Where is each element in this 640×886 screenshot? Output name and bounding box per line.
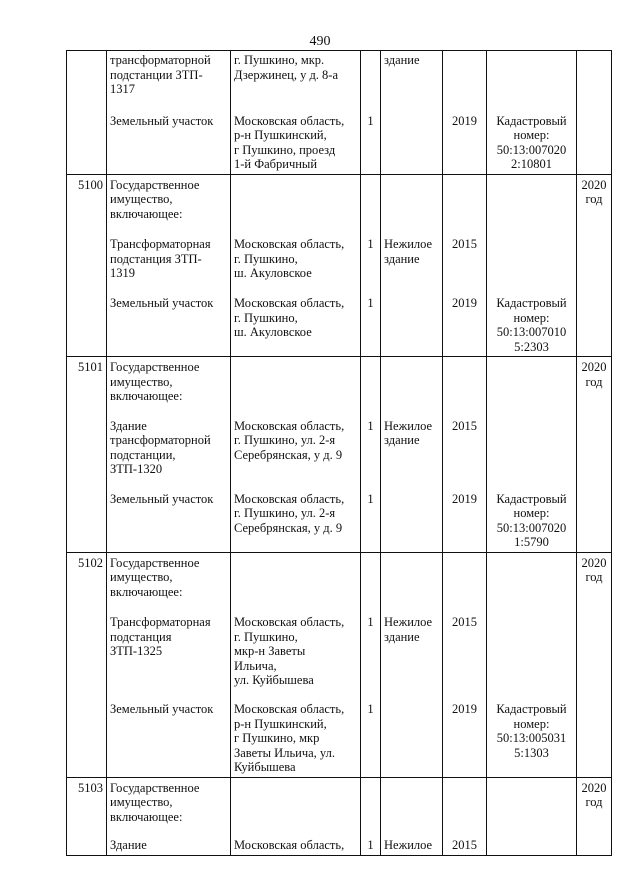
item-period (577, 234, 612, 293)
table-row (67, 51, 612, 111)
item-quantity (361, 777, 381, 835)
item-quantity: 1 (361, 699, 381, 777)
item-note: Кадастровый номер: 50:13:007020 2:10801 (487, 111, 577, 175)
item-name: Государственное имущество, включающее: (107, 552, 231, 612)
row-number (67, 111, 107, 175)
item-quantity: 1 (361, 612, 381, 699)
item-period (577, 111, 612, 175)
item-address: Московская область, г. Пушкино, ш. Акуловское (231, 234, 361, 293)
item-quantity (361, 552, 381, 612)
item-quantity (361, 51, 381, 111)
item-quantity: 1 (361, 234, 381, 293)
table-row (67, 612, 612, 699)
item-kind (381, 293, 443, 357)
row-number: 5100 (67, 174, 107, 234)
item-address (231, 174, 361, 234)
item-note (487, 234, 577, 293)
row-number (67, 416, 107, 489)
item-note (487, 777, 577, 835)
item-address: г. Пушкино, мкр. Дзержинец, у д. 8-а (231, 51, 361, 111)
item-quantity: 1 (361, 416, 381, 489)
item-note (487, 357, 577, 416)
item-address (231, 777, 361, 835)
item-year: 2019 (443, 489, 487, 553)
item-quantity: 1 (361, 835, 381, 855)
item-address (231, 357, 361, 416)
item-kind (381, 777, 443, 835)
table-row (67, 489, 612, 553)
row-number (67, 293, 107, 357)
row-number: 5102 (67, 552, 107, 612)
item-year: 2015 (443, 835, 487, 855)
item-period (577, 293, 612, 357)
item-name: Государственное имущество, включающее: (107, 777, 231, 835)
table-row (67, 234, 612, 293)
item-address: Московская область, г. Пушкино, ул. 2-я Серебрянская, у д. 9 (231, 489, 361, 553)
item-kind (381, 111, 443, 175)
item-quantity: 1 (361, 111, 381, 175)
item-period: 2020 год (577, 552, 612, 612)
item-kind (381, 357, 443, 416)
table-row (67, 111, 612, 175)
property-register-table (66, 50, 612, 856)
item-address: Московская область, г. Пушкино, мкр-н Заветы Ильича, ул. Куйбышева (231, 612, 361, 699)
item-quantity (361, 357, 381, 416)
item-name: трансформаторной подстанции ЗТП- 1317 (107, 51, 231, 111)
item-period (577, 699, 612, 777)
table-row (67, 699, 612, 777)
page-number: 490 (309, 34, 331, 49)
group-row (67, 777, 612, 835)
group-row (67, 174, 612, 234)
item-period (577, 835, 612, 855)
item-period (577, 416, 612, 489)
item-kind (381, 552, 443, 612)
item-quantity (361, 174, 381, 234)
group-row (67, 357, 612, 416)
item-name: Трансформаторная подстанция ЗТП-1325 (107, 612, 231, 699)
item-year: 2015 (443, 234, 487, 293)
item-note (487, 174, 577, 234)
group-row (67, 552, 612, 612)
item-year: 2019 (443, 111, 487, 175)
item-year (443, 174, 487, 234)
item-note (487, 612, 577, 699)
item-period (577, 612, 612, 699)
item-period: 2020 год (577, 174, 612, 234)
row-number (67, 699, 107, 777)
item-address: Московская область, г. Пушкино, ул. 2-я Серебрянская, у д. 9 (231, 416, 361, 489)
item-address: Московская область, р-н Пушкинский, г Пушкино, проезд 1-й Фабричный (231, 111, 361, 175)
item-kind: Нежилое здание (381, 612, 443, 699)
item-address: Московская область, р-н Пушкинский, г Пушкино, мкр Заветы Ильича, ул. Куйбышева (231, 699, 361, 777)
item-address: Московская область, г. Пушкино, ш. Акуловское (231, 293, 361, 357)
item-name: Земельный участок (107, 699, 231, 777)
table-row (67, 416, 612, 489)
item-quantity: 1 (361, 489, 381, 553)
item-name: Земельный участок (107, 111, 231, 175)
item-note: Кадастровый номер: 50:13:005031 5:1303 (487, 699, 577, 777)
item-period (577, 51, 612, 111)
item-year (443, 552, 487, 612)
item-kind: Нежилое здание (381, 416, 443, 489)
item-note (487, 835, 577, 855)
item-kind: здание (381, 51, 443, 111)
item-period: 2020 год (577, 777, 612, 835)
item-year: 2015 (443, 416, 487, 489)
table-row (67, 835, 612, 855)
item-name: Здание трансформаторной подстанции, ЗТП-1320 (107, 416, 231, 489)
row-number (67, 234, 107, 293)
item-kind (381, 699, 443, 777)
item-year (443, 357, 487, 416)
row-number (67, 835, 107, 855)
item-kind: Нежилое здание (381, 234, 443, 293)
item-note (487, 416, 577, 489)
row-number (67, 51, 107, 111)
item-name: Земельный участок (107, 293, 231, 357)
item-year: 2015 (443, 612, 487, 699)
row-number (67, 489, 107, 553)
item-year (443, 51, 487, 111)
item-name: Трансформаторная подстанция ЗТП- 1319 (107, 234, 231, 293)
item-name: Земельный участок (107, 489, 231, 553)
row-number: 5103 (67, 777, 107, 835)
item-name: Государственное имущество, включающее: (107, 357, 231, 416)
item-kind: Нежилое (381, 835, 443, 855)
item-note (487, 552, 577, 612)
item-address (231, 552, 361, 612)
row-number (67, 612, 107, 699)
item-year (443, 777, 487, 835)
item-quantity: 1 (361, 293, 381, 357)
item-kind (381, 174, 443, 234)
item-note (487, 51, 577, 111)
item-year: 2019 (443, 699, 487, 777)
item-period: 2020 год (577, 357, 612, 416)
item-year: 2019 (443, 293, 487, 357)
table-row (67, 293, 612, 357)
item-note: Кадастровый номер: 50:13:007020 1:5790 (487, 489, 577, 553)
item-kind (381, 489, 443, 553)
item-name: Здание (107, 835, 231, 855)
item-name: Государственное имущество, включающее: (107, 174, 231, 234)
item-period (577, 489, 612, 553)
item-address: Московская область, (231, 835, 361, 855)
item-note: Кадастровый номер: 50:13:007010 5:2303 (487, 293, 577, 357)
row-number: 5101 (67, 357, 107, 416)
